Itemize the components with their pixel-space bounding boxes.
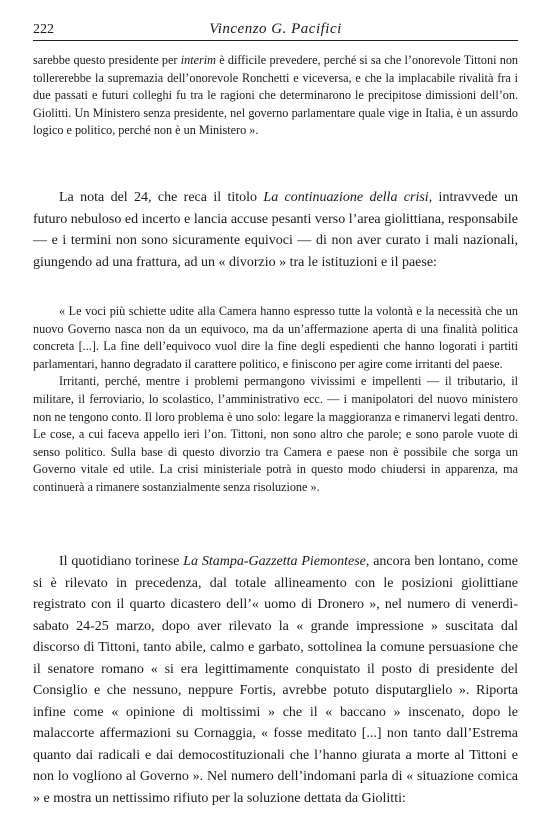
quote-para-1: « Le voci più schiette udite alla Camera hanno espresso tutte la volontà e la necessità che un nuovo Governo nasca non da un equivoco, ma da un’affermazione aperta di una finalità politica concreta [...]. La fine dell’equivoco vuol dire la fine degli espedienti che hanno logorati i partiti parlamentari, hanno degradato il carattere politico, e finiscono per agire come irritanti del paese.	[33, 304, 518, 371]
paragraph-nota-24	[33, 187, 518, 273]
header-rule	[33, 40, 518, 41]
paragraph-continuation	[33, 52, 518, 140]
p3-text-a: Il quotidiano torinese	[59, 554, 184, 569]
p1-text-b: è difficile prevedere, perché si sa che l’onorevole Tittoni non tollererebbe la supremazia dell’onorevole Ronchetti e viceversa, e che la implacabile rivalità fra i due passati e futuri colleghi fu tra le ragioni che determinarono le precipitose dimissioni dell’on. Giolitti. Un Ministero senza presidente, nel governo parlamentare quale vige in Italia, è un assurdo logico e politico, perché non è un Ministero ».	[33, 53, 519, 138]
running-title: Vincenzo G. Pacifici	[209, 21, 342, 37]
page-number: 222	[33, 22, 54, 37]
p2-text-a: La nota del 24, che reca il titolo	[59, 190, 264, 205]
block-quote	[33, 303, 518, 497]
p2-text-b: , intravvede un futuro nebuloso ed incerto e lancia accuse pesanti verso l’area giolittiana, responsabile — e i termini non sono sicuramente equivoci — di non aver curato i mali nazionali, giungendo ad una frattura, ad un « divorzio » tra le istituzioni e il paese:	[33, 190, 519, 270]
page-header	[33, 18, 518, 40]
p3-italic-newspaper: La Stampa-Gazzetta Piemontese	[183, 554, 366, 569]
p3-text-b: , ancora ben lontano, come si è rilevato in precedenza, dal totale allineamento con le posizioni giolittiane registrato con il quarto dicastero dell’« uomo di Dronero », nel numero di venerdì-sabato 24-25 marzo, dopo aver rilevato la « grande impressione » suscitata dal discorso di Tittoni, tanto abile, calmo e garbato, sottolinea la comune persuasione che il senatore romano « si era legittimamente conquistato il posto di presidente del Consiglio e che nessuno, neppure Fortis, avrebbe potuto disputarglielo ». Riporta infine come « opinione di moltissimi » che il « baccano » inscenato, dopo le malaccorte affermazioni su Cornaggia, « fosse meditato [...] non tanto dall’Estrema quanto dai radicali e dai democostituzionali che l’hanno giurata a morte al Tittoni e non lo vogliono al Governo ». Nel numero dell’indomani parla di « situazione comica » e mostra un nettissimo rifiuto per la soluzione dettata da Giolitti:	[33, 554, 519, 806]
p1-text-a: sarebbe questo presidente per	[33, 53, 181, 67]
p2-italic-title: La continuazione della crisi	[263, 190, 429, 205]
paragraph-stampa	[33, 551, 518, 809]
quote-para-2: Irritanti, perché, mentre i problemi permangono vivissimi e impellenti — il tributario, il militare, il ferroviario, lo scolastico, l’amministrativo ecc. — i manipolatori del nuovo ministero non ne tengono conto. Il loro problema è uno solo: legare la maggioranza e rimanervi legati dentro. Le cose, a cui faceva appello ieri l’on. Tittoni, non sono altro che parole; e sono parole vuote di senso politico. Sulla base di questo divorzio tra Camera e paese non è possibile che sorga un Governo vitale ed utile. La crisi ministeriale potrà in questo modo chiudersi in apparenza, ma continuerà a rimanere sostanzialmente senza risoluzione ».	[33, 374, 518, 494]
p1-italic: interim	[180, 53, 216, 67]
